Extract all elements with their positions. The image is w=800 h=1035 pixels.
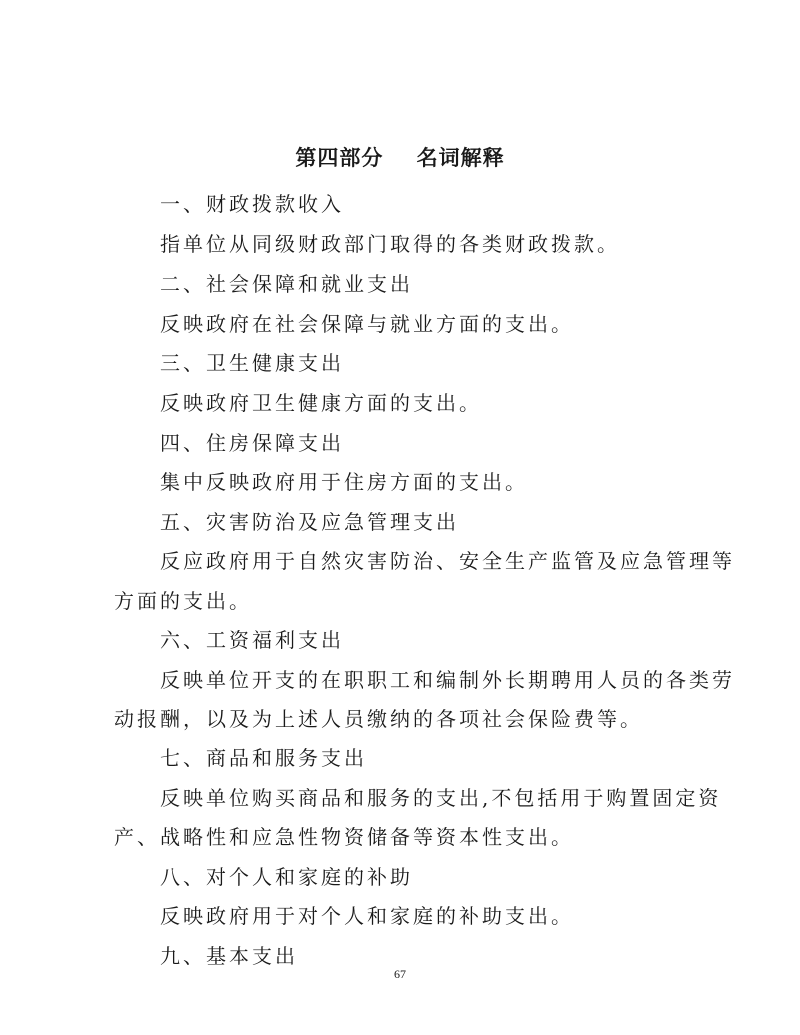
section-text-8: 反映政府用于对个人和家庭的补助支出。	[160, 904, 574, 928]
section-text-3: 反映政府卫生健康方面的支出。	[160, 391, 482, 415]
section-heading-8: 八、对个人和家庭的补助	[160, 865, 413, 889]
section-heading-6: 六、工资福利支出	[160, 628, 344, 652]
section-heading-1: 一、财政拨款收入	[160, 192, 344, 216]
page-title: 第四部分 名词解释	[295, 146, 505, 170]
section-text-7-line-2: 产、战略性和应急性物资储备等资本性支出。	[114, 825, 574, 849]
section-text-5-line-1: 反应政府用于自然灾害防治、安全生产监管及应急管理等	[160, 549, 735, 573]
section-heading-4: 四、住房保障支出	[160, 431, 344, 455]
section-heading-5: 五、灾害防治及应急管理支出	[160, 510, 459, 534]
page-number: 67	[394, 967, 406, 981]
section-text-7-line-1: 反映单位购买商品和服务的支出,不包括用于购置固定资	[160, 786, 722, 810]
section-text-4: 集中反映政府用于住房方面的支出。	[160, 470, 528, 494]
section-heading-9: 九、基本支出	[160, 944, 298, 968]
section-text-2: 反映政府在社会保障与就业方面的支出。	[160, 312, 574, 336]
section-heading-7: 七、商品和服务支出	[160, 746, 367, 770]
section-heading-2: 二、社会保障和就业支出	[160, 272, 413, 296]
section-text-5-line-2: 方面的支出。	[114, 589, 252, 613]
section-text-6-line-2: 动报酬，以及为上述人员缴纳的各项社会保险费等。	[114, 707, 643, 731]
section-text-6-line-1: 反映单位开支的在职职工和编制外长期聘用人员的各类劳	[160, 668, 735, 692]
section-text-1: 指单位从同级财政部门取得的各类财政拨款。	[160, 232, 620, 256]
section-heading-3: 三、卫生健康支出	[160, 351, 344, 375]
